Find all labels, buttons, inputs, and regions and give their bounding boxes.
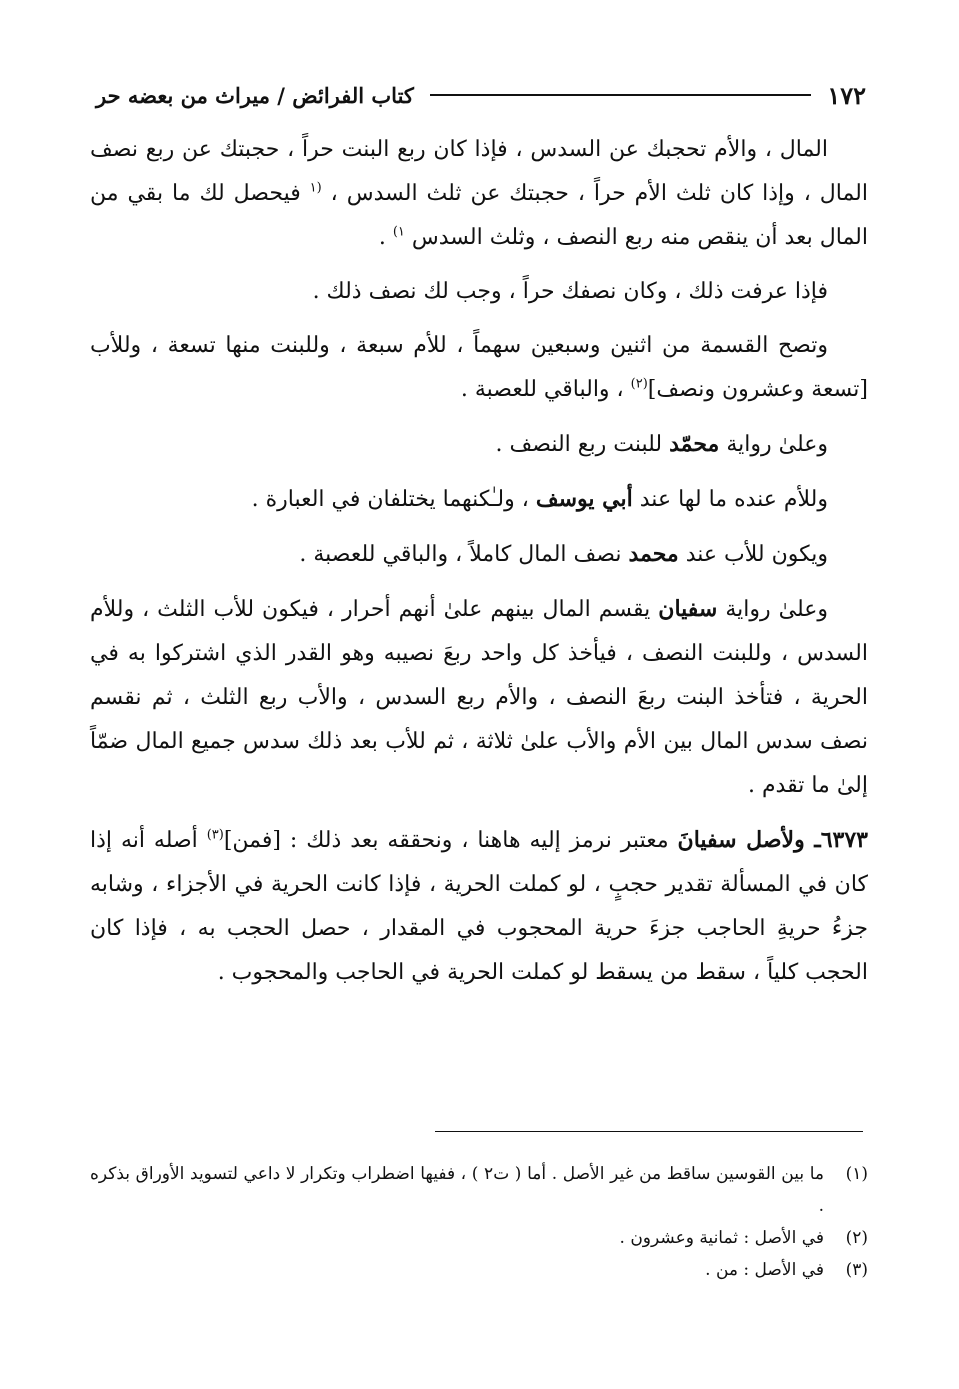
footnote-marker: (١ (309, 180, 322, 196)
running-title: كتاب الفرائض / ميراث من بعضه حر (96, 82, 414, 108)
text-span: ، والباقي للعصبة . (460, 377, 631, 402)
footnote-number: (٢) (845, 1228, 868, 1248)
text-span: ويكون للأب عند (678, 542, 828, 567)
text-span: فإذا عرفت ذلك ، وكان نصفك حراً ، وجب لك نصف ذلك . (312, 279, 828, 304)
header-rule (430, 94, 811, 96)
text-span: وعلىٰ رواية (719, 432, 828, 457)
footnote (90, 1254, 868, 1286)
text-span: وللأم عنده ما لها عند (632, 487, 828, 512)
bold-text: محمّد (669, 431, 720, 457)
bold-text: سفيان (658, 596, 718, 622)
footnote-text: في الأصل : ثمانية وعشرون . (619, 1228, 824, 1248)
text-span: أصله أنه إذا كان في المسألة تقدير حجبٍ ، لو كملت الحرية ، فإذا كانت الحرية في الأجزاء ، وشابه جزءُ حريةِ الحاجب جزءَ حرية المحجوب في المقدار ، حصل الحجب به ، فإذا كان الحجب كلياً ، سقط من يسقط لو كملت الحرية في الحاجب والمحجوب . (90, 828, 868, 985)
paragraph-p4 (90, 422, 868, 467)
text-span: معتبر نرمز إليه هاهنا ، ونحققه بعد ذلك : [فمن] (223, 828, 678, 853)
footnote (90, 1222, 868, 1254)
footnote-marker: (٢) (630, 376, 648, 392)
bold-text: أبي يوسف (535, 486, 633, 512)
text-span: وتصح القسمة من اثنين وسبعين سهماً ، للأم سبعة ، وللبنت منها تسعة ، وللأب [تسعة وعشرون ونصف] (90, 333, 868, 402)
footnote-text: ما بين القوسين ساقط من غير الأصل . أما ( ت٢ ) ، ففيها اضطراب وتكرار لا داعي لتسويد الأوراق بذكره . (90, 1164, 824, 1216)
page-number: ١٧٢ (827, 80, 866, 110)
main-text (90, 128, 868, 1005)
text-span: فيحصل لك ما بقي من المال بعد أن ينقص منه ربع النصف ، وثلث السدس (90, 181, 868, 250)
bold-text: محمد (628, 541, 679, 567)
paragraph-p6 (90, 532, 868, 577)
paragraph-p8 (90, 818, 868, 995)
paragraph-p7 (90, 587, 868, 808)
footnotes (90, 1158, 868, 1286)
footnote-marker: ١) (392, 224, 405, 240)
paragraph-p5 (90, 477, 868, 522)
footnote-number: (١) (845, 1164, 868, 1184)
bold-text: ٦٣٧٣ـ ولأصل (736, 827, 868, 853)
text-span: . (378, 225, 393, 250)
paragraph-p2 (90, 270, 868, 314)
footnote (90, 1158, 868, 1222)
text-span: يقسم المال بينهم علىٰ أنهم أحرار ، فيكون للأب الثلث ، وللأم السدس ، وللبنت النصف ، فيأخذ كل واحد ربعَ نصيبه وهو القدر الذي اشتركوا به في الحرية ، فتأخذ البنت ربعَ النصف ، والأم ربع السدس ، والأب ربع الثلث ، ثم نقسم نصف سدس المال بين الأم والأب علىٰ ثلاثة ، ثم للأب بعد ذلك سدس جميع المال ضمّاً إلىٰ ما تقدم . (90, 597, 868, 798)
footnote-marker: (٣) (206, 827, 224, 843)
text-span: للبنت ربع النصف . (495, 432, 670, 457)
footnote-number: (٣) (845, 1260, 868, 1280)
text-span: وعلىٰ رواية (717, 597, 828, 622)
running-header (96, 78, 866, 112)
text-span: نصف المال كاملاً ، والباقي للعصبة . (299, 542, 629, 567)
footnote-text: في الأصل : من . (705, 1260, 824, 1280)
footnote-separator (435, 1131, 863, 1132)
bold-text: سفيانَ (677, 827, 737, 853)
paragraph-p3 (90, 324, 868, 412)
text-span: المال ، والأم تحجبك عن السدس ، فإذا كان ربع البنت حراً ، حجبتك عن ربع نصف المال ، وإذا كان ثلث الأم حراً ، حجبتك عن ثلث السدس ، (90, 137, 868, 206)
text-span: ، ولـٰكنهما يختلفان في العبارة . (251, 487, 536, 512)
paragraph-p1 (90, 128, 868, 260)
